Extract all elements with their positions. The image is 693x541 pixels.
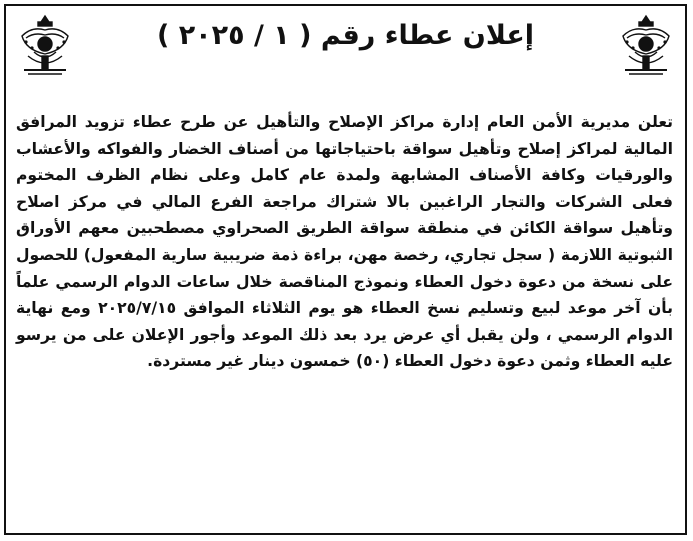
announcement-frame <box>4 4 687 535</box>
announcement-body: تعلن مديرية الأمن العام إدارة مراكز الإصلاح والتأهيل عن طرح عطاء تزويد المرافق المالية لمراكز إصلاح وتأهيل سواقة باحتياجاتها من أصناف الخضار والفواكه والأعشاب والورقيات وكافة الأصناف المشابهة ولمدة عام كامل وعلى نظام الظرف المختوم فعلى الشركات والتجار الراغبين بالا شتراك مراجعة الفرع المالي في مركز اصلاح وتأهيل سواقة الكائن في منطقة سواقة الطريق الصحراوي مصطحبين معهم الأوراق الثبوتية اللازمة ( سجل تجاري، رخصة مهن، براءة ذمة ضريبية سارية المفعول) للحصول على نسخة من دعوة دخول العطاء ونموذج المناقصة خلال ساعات الدوام الرسمي علماً بأن آخر موعد لبيع وتسليم نسخ العطاء هو يوم الثلاثاء الموافق ٢٠٢٥/٧/١٥ ومع نهاية الدوام الرسمي ، ولن يقبل أي عرض يرد بعد ذلك الموعد وأجور الإعلان على من يرسو عليه العطاء وثمن دعوة دخول العطاء (٥٠) خمسون دينار غير مستردة. <box>16 113 673 371</box>
public-security-emblem-icon <box>14 12 76 78</box>
announcement-title: إعلان عطاء رقم ( ١ / ٢٠٢٥ ) <box>156 20 535 51</box>
announcement-header <box>6 6 685 90</box>
public-security-emblem-icon <box>615 12 677 78</box>
